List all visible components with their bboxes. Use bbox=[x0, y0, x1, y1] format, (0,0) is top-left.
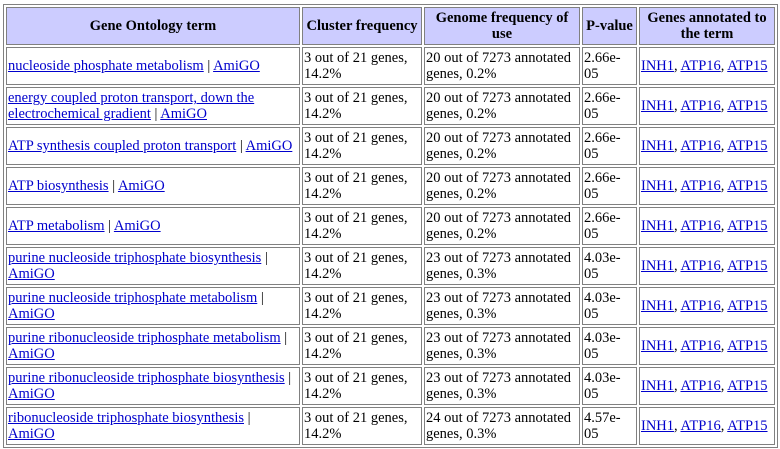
cluster-frequency-cell: 3 out of 21 genes, 14.2% bbox=[302, 407, 422, 445]
table-row bbox=[6, 367, 775, 405]
table-row bbox=[6, 167, 775, 205]
gene-link[interactable]: INH1 bbox=[641, 98, 675, 114]
table-body bbox=[6, 47, 775, 445]
cluster-frequency-cell: 3 out of 21 genes, 14.2% bbox=[302, 47, 422, 85]
gene-link[interactable]: INH1 bbox=[641, 298, 675, 314]
table-row bbox=[6, 207, 775, 245]
gene-link[interactable]: ATP16 bbox=[680, 58, 721, 74]
link-separator: | bbox=[244, 410, 251, 426]
link-separator: | bbox=[257, 290, 264, 306]
genome-frequency-cell: 20 out of 7273 annotated genes, 0.2% bbox=[424, 207, 580, 245]
link-separator: | bbox=[104, 218, 114, 234]
p-value-cell: 4.03e-05 bbox=[582, 247, 637, 285]
amigo-link[interactable]: AmiGO bbox=[113, 218, 161, 234]
go-term-cell bbox=[6, 47, 300, 85]
go-term-link[interactable]: energy coupled proton transport, down the electrochemical gradient bbox=[8, 90, 255, 122]
link-separator: | bbox=[108, 178, 118, 194]
gene-link[interactable]: ATP16 bbox=[680, 258, 721, 274]
go-term-link[interactable]: purine nucleoside triphosphate metabolism bbox=[8, 290, 258, 306]
p-value-cell: 4.57e-05 bbox=[582, 407, 637, 445]
genes-annotated-cell: INH1, ATP16, ATP15 bbox=[639, 87, 775, 125]
gene-link[interactable]: ATP16 bbox=[680, 298, 721, 314]
link-separator: | bbox=[150, 106, 161, 122]
gene-link[interactable]: INH1 bbox=[641, 178, 675, 194]
link-separator: | bbox=[236, 138, 246, 154]
p-value-cell: 4.03e-05 bbox=[582, 367, 637, 405]
go-term-cell bbox=[6, 327, 300, 365]
gene-link[interactable]: ATP15 bbox=[727, 138, 768, 154]
table-header-row bbox=[6, 7, 775, 45]
gene-link[interactable]: INH1 bbox=[641, 138, 675, 154]
gene-link[interactable]: ATP16 bbox=[680, 338, 721, 354]
gene-link[interactable]: ATP15 bbox=[727, 258, 768, 274]
genes-annotated-cell: INH1, ATP16, ATP15 bbox=[639, 207, 775, 245]
gene-link[interactable]: ATP15 bbox=[727, 298, 768, 314]
table-row bbox=[6, 47, 775, 85]
amigo-link[interactable]: AmiGO bbox=[8, 306, 55, 322]
cluster-frequency-cell: 3 out of 21 genes, 14.2% bbox=[302, 367, 422, 405]
go-term-cell bbox=[6, 87, 300, 125]
gene-link[interactable]: ATP16 bbox=[680, 378, 721, 394]
go-term-cell bbox=[6, 367, 300, 405]
genes-annotated-cell: INH1, ATP16, ATP15 bbox=[639, 327, 775, 365]
go-term-link[interactable]: ribonucleoside triphosphate biosynthesis bbox=[8, 410, 244, 426]
genes-annotated-cell: INH1, ATP16, ATP15 bbox=[639, 247, 775, 285]
gene-link[interactable]: ATP15 bbox=[727, 58, 768, 74]
header-p-value: P-value bbox=[582, 7, 637, 45]
go-term-link[interactable]: ATP metabolism bbox=[8, 218, 105, 234]
go-term-cell bbox=[6, 167, 300, 205]
go-term-cell bbox=[6, 287, 300, 325]
gene-link[interactable]: ATP15 bbox=[727, 418, 768, 434]
amigo-link[interactable]: AmiGO bbox=[8, 346, 55, 362]
table-row bbox=[6, 87, 775, 125]
go-term-table bbox=[3, 4, 778, 448]
genome-frequency-cell: 23 out of 7273 annotated genes, 0.3% bbox=[424, 287, 580, 325]
p-value-cell: 2.66e-05 bbox=[582, 127, 637, 165]
amigo-link[interactable]: AmiGO bbox=[160, 106, 207, 122]
amigo-link[interactable]: AmiGO bbox=[8, 426, 55, 442]
go-term-cell bbox=[6, 127, 300, 165]
genome-frequency-cell: 23 out of 7273 annotated genes, 0.3% bbox=[424, 367, 580, 405]
go-term-cell bbox=[6, 407, 300, 445]
gene-link[interactable]: ATP16 bbox=[680, 218, 721, 234]
cluster-frequency-cell: 3 out of 21 genes, 14.2% bbox=[302, 247, 422, 285]
gene-link[interactable]: ATP15 bbox=[727, 378, 768, 394]
go-term-link[interactable]: purine nucleoside triphosphate biosynthesis bbox=[8, 250, 262, 266]
genes-annotated-cell: INH1, ATP16, ATP15 bbox=[639, 167, 775, 205]
gene-link[interactable]: INH1 bbox=[641, 418, 675, 434]
gene-link[interactable]: ATP15 bbox=[727, 178, 768, 194]
p-value-cell: 2.66e-05 bbox=[582, 167, 637, 205]
p-value-cell: 2.66e-05 bbox=[582, 87, 637, 125]
cluster-frequency-cell: 3 out of 21 genes, 14.2% bbox=[302, 207, 422, 245]
go-term-link[interactable]: purine ribonucleoside triphosphate metabolism bbox=[8, 330, 281, 346]
gene-link[interactable]: ATP15 bbox=[727, 98, 768, 114]
header-genome-frequency: Genome frequency of use bbox=[424, 7, 580, 45]
gene-link[interactable]: ATP15 bbox=[727, 338, 768, 354]
table-row bbox=[6, 407, 775, 445]
p-value-cell: 2.66e-05 bbox=[582, 207, 637, 245]
genes-annotated-cell: INH1, ATP16, ATP15 bbox=[639, 127, 775, 165]
amigo-link[interactable]: AmiGO bbox=[8, 386, 55, 402]
gene-link[interactable]: INH1 bbox=[641, 338, 675, 354]
amigo-link[interactable]: AmiGO bbox=[8, 266, 55, 282]
table-row bbox=[6, 247, 775, 285]
table-row bbox=[6, 287, 775, 325]
link-separator: | bbox=[203, 58, 214, 74]
link-separator: | bbox=[280, 330, 288, 346]
genome-frequency-cell: 20 out of 7273 annotated genes, 0.2% bbox=[424, 127, 580, 165]
amigo-link[interactable]: AmiGO bbox=[117, 178, 165, 194]
cluster-frequency-cell: 3 out of 21 genes, 14.2% bbox=[302, 87, 422, 125]
gene-link[interactable]: ATP15 bbox=[727, 218, 768, 234]
go-term-cell bbox=[6, 247, 300, 285]
amigo-link[interactable]: AmiGO bbox=[213, 58, 260, 74]
genes-annotated-cell: INH1, ATP16, ATP15 bbox=[639, 407, 775, 445]
go-term-cell bbox=[6, 207, 300, 245]
p-value-cell: 4.03e-05 bbox=[582, 287, 637, 325]
p-value-cell: 4.03e-05 bbox=[582, 327, 637, 365]
gene-link[interactable]: INH1 bbox=[641, 258, 675, 274]
gene-link[interactable]: INH1 bbox=[641, 378, 675, 394]
cluster-frequency-cell: 3 out of 21 genes, 14.2% bbox=[302, 127, 422, 165]
genome-frequency-cell: 20 out of 7273 annotated genes, 0.2% bbox=[424, 167, 580, 205]
genes-annotated-cell: INH1, ATP16, ATP15 bbox=[639, 367, 775, 405]
cluster-frequency-cell: 3 out of 21 genes, 14.2% bbox=[302, 327, 422, 365]
go-term-link[interactable]: nucleoside phosphate metabolism bbox=[8, 58, 204, 74]
cluster-frequency-cell: 3 out of 21 genes, 14.2% bbox=[302, 287, 422, 325]
header-go-term: Gene Ontology term bbox=[6, 7, 300, 45]
header-genes-annotated: Genes annotated to the term bbox=[639, 7, 775, 45]
link-separator: | bbox=[284, 370, 292, 386]
header-cluster-frequency: Cluster frequency bbox=[302, 7, 422, 45]
go-term-link[interactable]: ATP synthesis coupled proton transport bbox=[8, 138, 237, 154]
gene-link[interactable]: INH1 bbox=[641, 58, 675, 74]
genome-frequency-cell: 23 out of 7273 annotated genes, 0.3% bbox=[424, 327, 580, 365]
genome-frequency-cell: 20 out of 7273 annotated genes, 0.2% bbox=[424, 47, 580, 85]
gene-link[interactable]: ATP16 bbox=[680, 98, 721, 114]
gene-link[interactable]: ATP16 bbox=[680, 418, 721, 434]
genome-frequency-cell: 23 out of 7273 annotated genes, 0.3% bbox=[424, 247, 580, 285]
gene-link[interactable]: ATP16 bbox=[680, 138, 721, 154]
table-row bbox=[6, 327, 775, 365]
genome-frequency-cell: 24 out of 7273 annotated genes, 0.3% bbox=[424, 407, 580, 445]
link-separator: | bbox=[261, 250, 268, 266]
genes-annotated-cell: INH1, ATP16, ATP15 bbox=[639, 47, 775, 85]
gene-link[interactable]: ATP16 bbox=[680, 178, 721, 194]
p-value-cell: 2.66e-05 bbox=[582, 47, 637, 85]
genome-frequency-cell: 20 out of 7273 annotated genes, 0.2% bbox=[424, 87, 580, 125]
cluster-frequency-cell: 3 out of 21 genes, 14.2% bbox=[302, 167, 422, 205]
gene-link[interactable]: INH1 bbox=[641, 218, 675, 234]
table-row bbox=[6, 127, 775, 165]
go-term-link[interactable]: ATP biosynthesis bbox=[8, 178, 109, 194]
amigo-link[interactable]: AmiGO bbox=[245, 138, 293, 154]
genes-annotated-cell: INH1, ATP16, ATP15 bbox=[639, 287, 775, 325]
go-term-link[interactable]: purine ribonucleoside triphosphate biosynthesis bbox=[8, 370, 285, 386]
